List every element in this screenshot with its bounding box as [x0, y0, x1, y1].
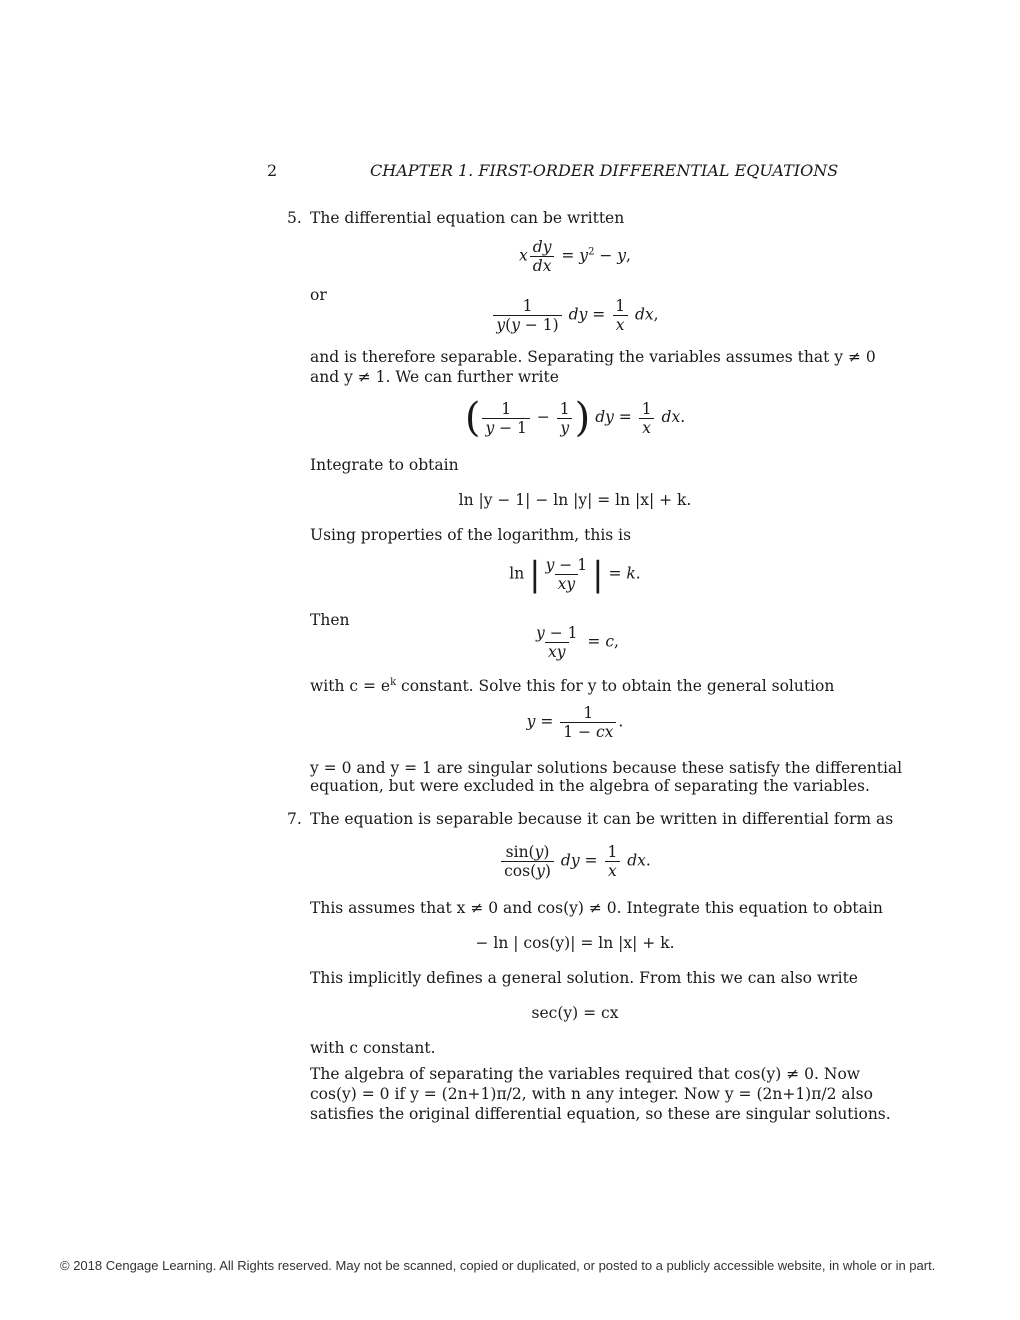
- equation-1: x $\frac{dy}{dx}$ = $y^2 - y$,: [519, 238, 631, 275]
- equation-8: $\frac{\sin(y)}{\cos(y)}$ dy = $\frac{1}{x}$ dx.: [310, 843, 840, 880]
- equation-5: ln | $\frac{y - 1}{xy}$ | = k.: [509, 554, 641, 595]
- problem-7-algebra-1: The algebra of separating the variables required that cos(y) ≠ 0. Now: [310, 1065, 861, 1083]
- problem-5-then: Then: [310, 611, 350, 629]
- problem-5-or: or: [310, 286, 327, 304]
- problem-7-number: 7.: [287, 810, 302, 828]
- problem-5-separable-2: and y ≠ 1. We can further write: [310, 368, 559, 386]
- equation-4: ln |y − 1| − ln |y| = ln |x| + k.: [458, 491, 692, 509]
- equation-7: y = $\frac{1}{1 - cx}$ .: [526, 704, 624, 741]
- problem-7-algebra-2: cos(y) = 0 if y = (2n+1)π/2, with n any integer. Now y = (2n+1)π/2 also: [310, 1085, 873, 1103]
- copyright-footer: © 2018 Cengage Learning. All Rights reserved. May not be scanned, copied or duplicated, or posted to a publicly accessible website, in whole or in part.: [60, 1258, 936, 1273]
- problem-5-with-c: with $c = e^k$ constant. Solve this for y to obtain the general solution: [310, 677, 835, 696]
- problem-5-intro: The differential equation can be written: [310, 209, 625, 227]
- problem-7-intro: The equation is separable because it can be written in differential form as: [310, 810, 894, 828]
- chapter-title: CHAPTER 1. FIRST-ORDER DIFFERENTIAL EQUATIONS: [370, 161, 839, 180]
- problem-5-separable-1: and is therefore separable. Separating the variables assumes that y ≠ 0: [310, 348, 876, 366]
- problem-5-singular-1: y = 0 and y = 1 are singular solutions because these satisfy the differential: [310, 759, 903, 777]
- problem-7-assumes: This assumes that x ≠ 0 and cos(y) ≠ 0. Integrate this equation to obtain: [310, 899, 883, 917]
- equation-10: sec(y) = cx: [531, 1004, 619, 1022]
- problem-5-integrate: Integrate to obtain: [310, 456, 459, 474]
- problem-5-number: 5.: [287, 209, 302, 227]
- equation-9: − ln | cos(y)| = ln |x| + k.: [475, 934, 675, 952]
- problem-5-singular-2: equation, but were excluded in the algebra of separating the variables.: [310, 777, 870, 795]
- equation-6: $\frac{y - 1}{xy}$ = c,: [536, 624, 619, 661]
- equation-2: $\frac{1}{y(y - 1)}$ dy = $\frac{1}{x}$ dx,: [310, 297, 840, 334]
- problem-7-implicit: This implicitly defines a general solution. From this we can also write: [310, 969, 858, 987]
- problem-7-with-c: with c constant.: [310, 1039, 436, 1057]
- equation-3: ( $\frac{1}{y - 1}$ − $\frac{1}{y}$ ) dy = $\frac{1}{x}$ dx.: [464, 395, 686, 441]
- problem-5-using: Using properties of the logarithm, this is: [310, 526, 632, 544]
- problem-7-algebra-3: satisfies the original differential equation, so these are singular solutions.: [310, 1105, 891, 1123]
- page-number: 2: [267, 161, 278, 180]
